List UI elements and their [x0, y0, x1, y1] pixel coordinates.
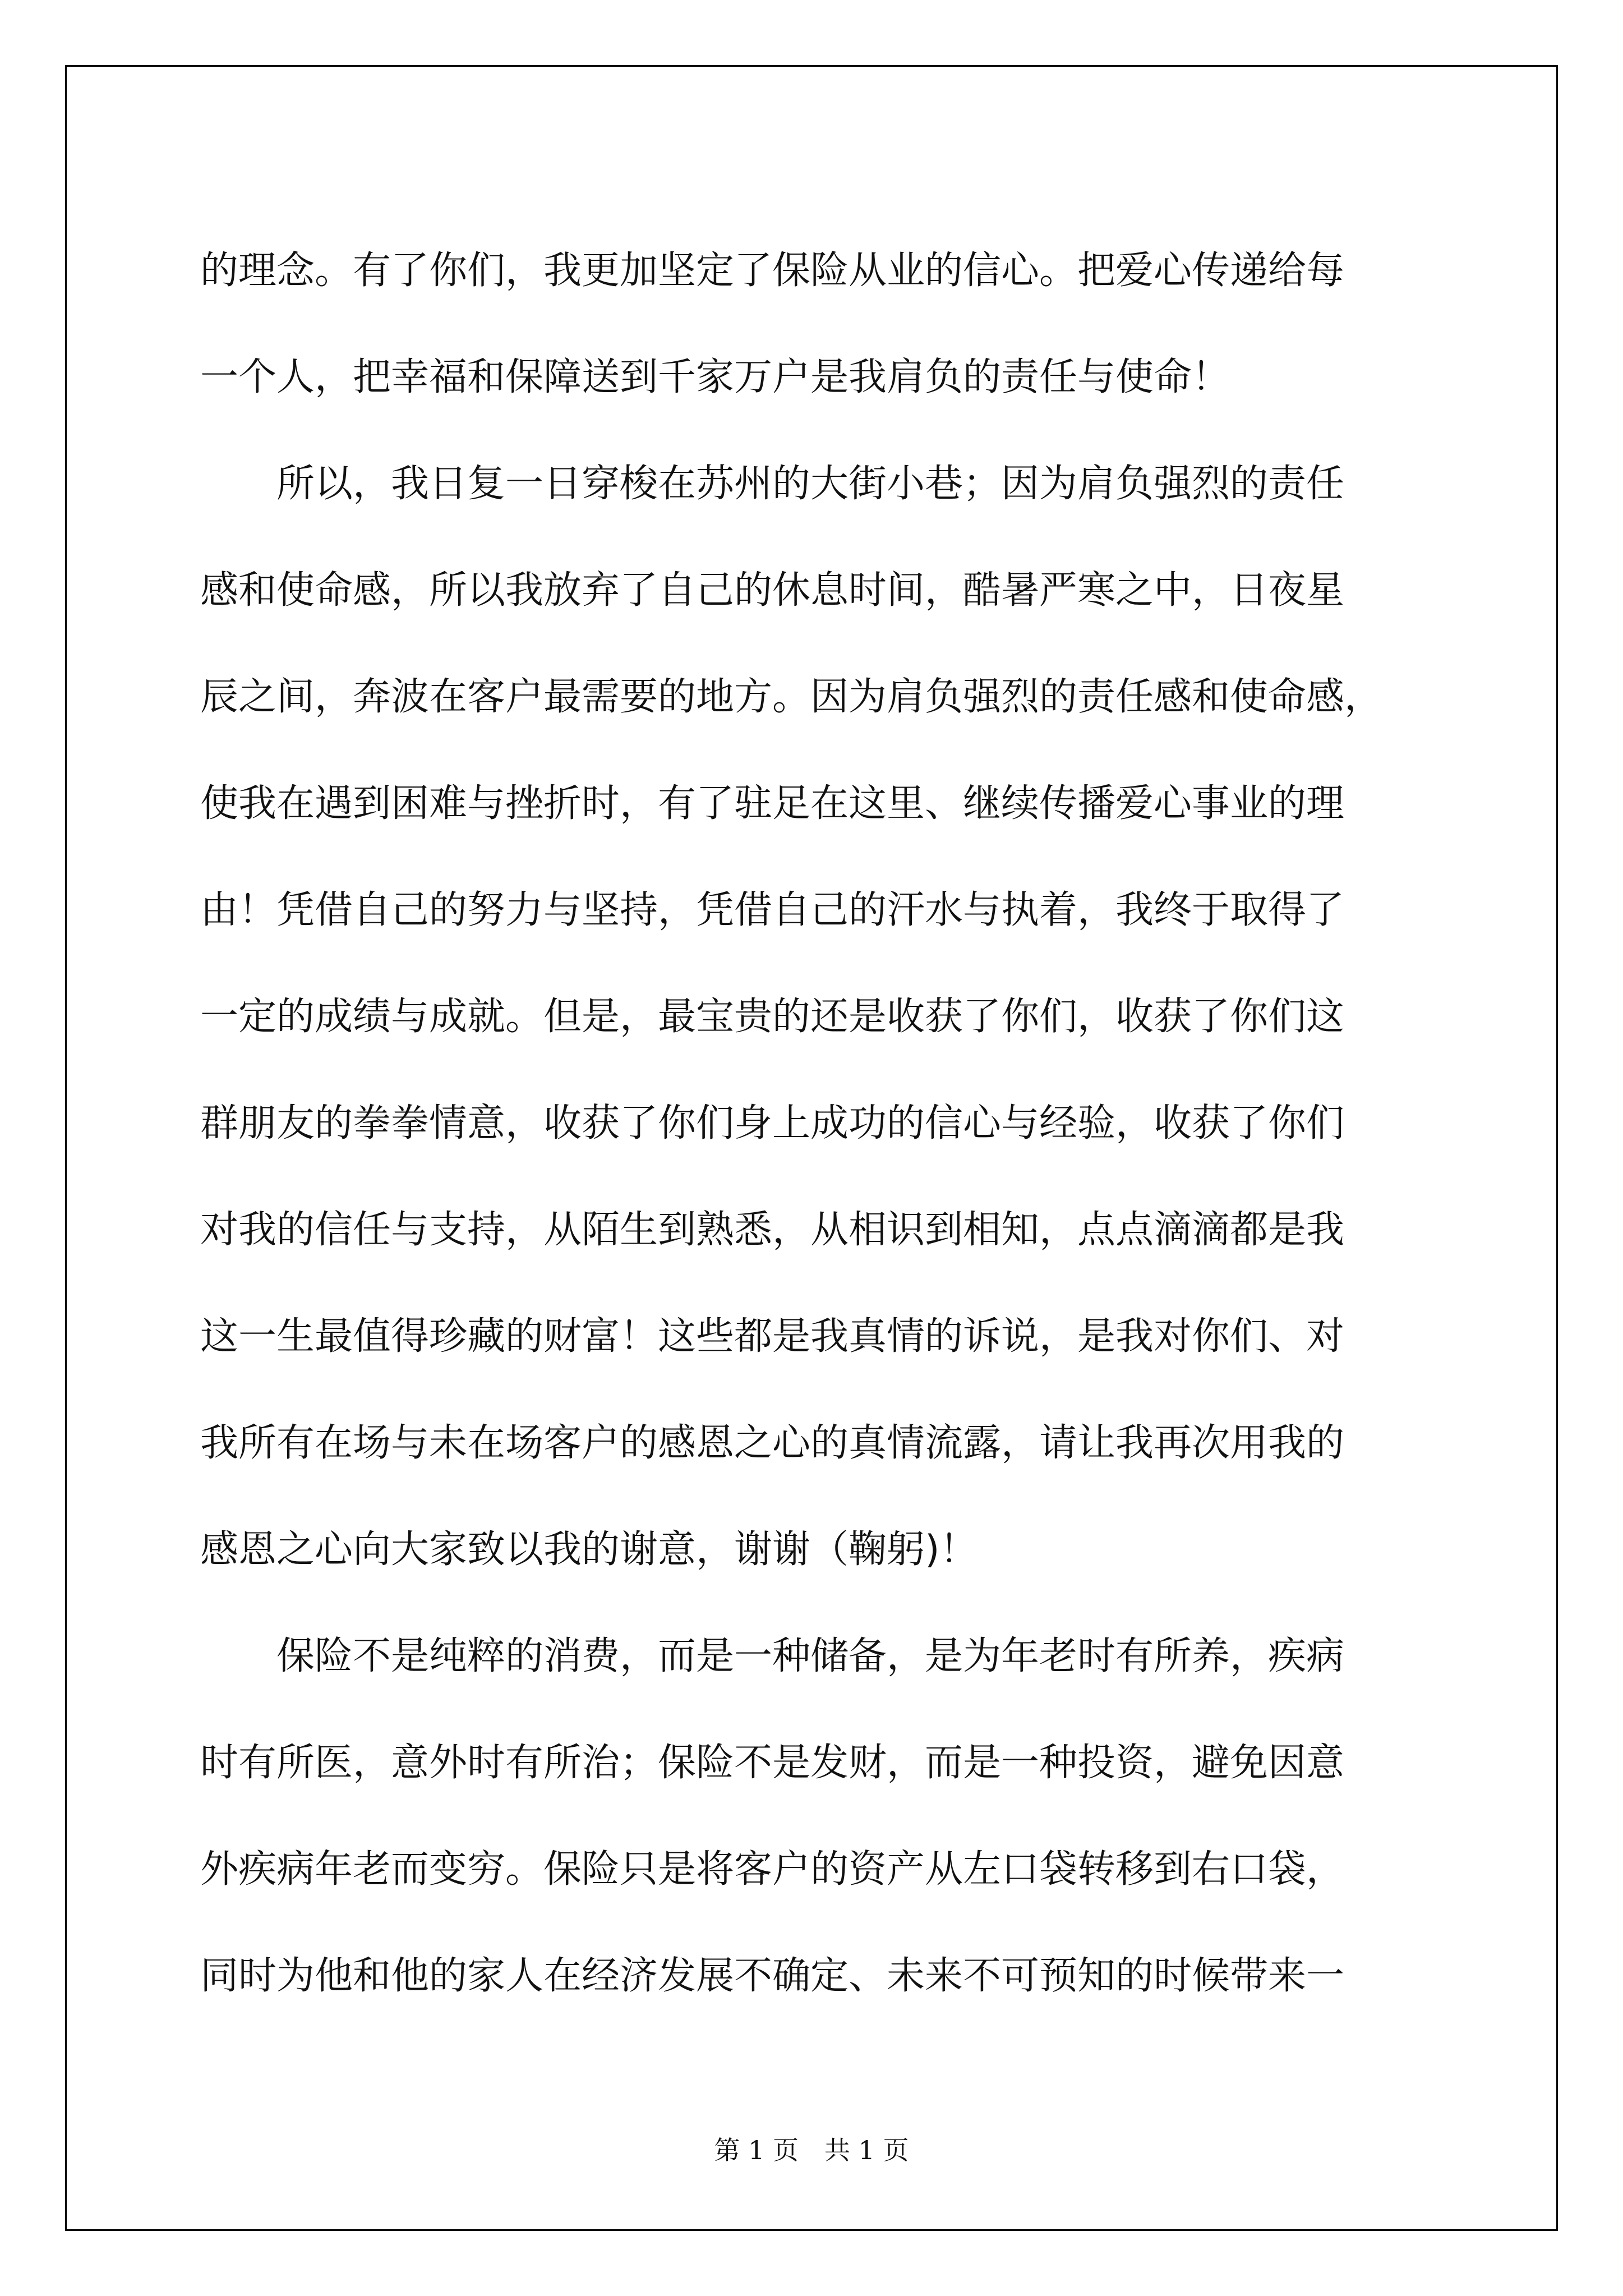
- text-line-10: 对我的信任与支持，从陌生到熟悉，从相识到相知，点点滴滴都是我: [200, 1208, 1345, 1252]
- text-line-3: 所以，我日复一日穿梭在苏州的大街小巷；因为肩负强烈的责任: [276, 462, 1345, 506]
- text-line-4: 感和使命感，所以我放弃了自己的休息时间，酷暑严寒之中，日夜星: [200, 568, 1345, 613]
- text-line-11: 这一生最值得珍藏的财富！这些都是我真情的诉说，是我对你们、对: [200, 1314, 1345, 1359]
- text-line-5: 辰之间，奔波在客户最需要的地方。因为肩负强烈的责任感和使命感，: [200, 675, 1383, 719]
- text-line-15: 时有所医，意外时有所治；保险不是发财，而是一种投资，避免因意: [200, 1741, 1345, 1785]
- text-line-6: 使我在遇到困难与挫折时，有了驻足在这里、继续传播爱心事业的理: [200, 781, 1345, 826]
- text-line-1: 的理念。有了你们，我更加坚定了保险从业的信心。把爱心传递给每: [200, 249, 1345, 293]
- text-line-16: 外疾病年老而变穷。保险只是将客户的资产从左口袋转移到右口袋，: [200, 1847, 1345, 1892]
- page-footer: 第 1 页 共 1 页: [714, 2135, 909, 2165]
- text-line-9: 群朋友的拳拳情意，收获了你们身上成功的信心与经验，收获了你们: [200, 1101, 1345, 1145]
- text-line-12: 我所有在场与未在场客户的感恩之心的真情流露，请让我再次用我的: [200, 1421, 1345, 1465]
- text-line-17: 同时为他和他的家人在经济发展不确定、未来不可预知的时候带来一: [200, 1954, 1345, 1998]
- document-body: [200, 218, 1456, 2030]
- text-line-7: 由！凭借自己的努力与坚持，凭借自己的汗水与执着，我终于取得了: [200, 888, 1345, 932]
- text-line-2: 一个人，把幸福和保障送到千家万户是我肩负的责任与使命！: [200, 355, 1230, 399]
- text-line-8: 一定的成绩与成就。但是，最宝贵的还是收获了你们，收获了你们这: [200, 995, 1345, 1039]
- text-line-14: 保险不是纯粹的消费，而是一种储备，是为年老时有所养，疾病: [276, 1634, 1345, 1678]
- text-line-13: 感恩之心向大家致以我的谢意，谢谢（鞠躬)！: [200, 1527, 978, 1572]
